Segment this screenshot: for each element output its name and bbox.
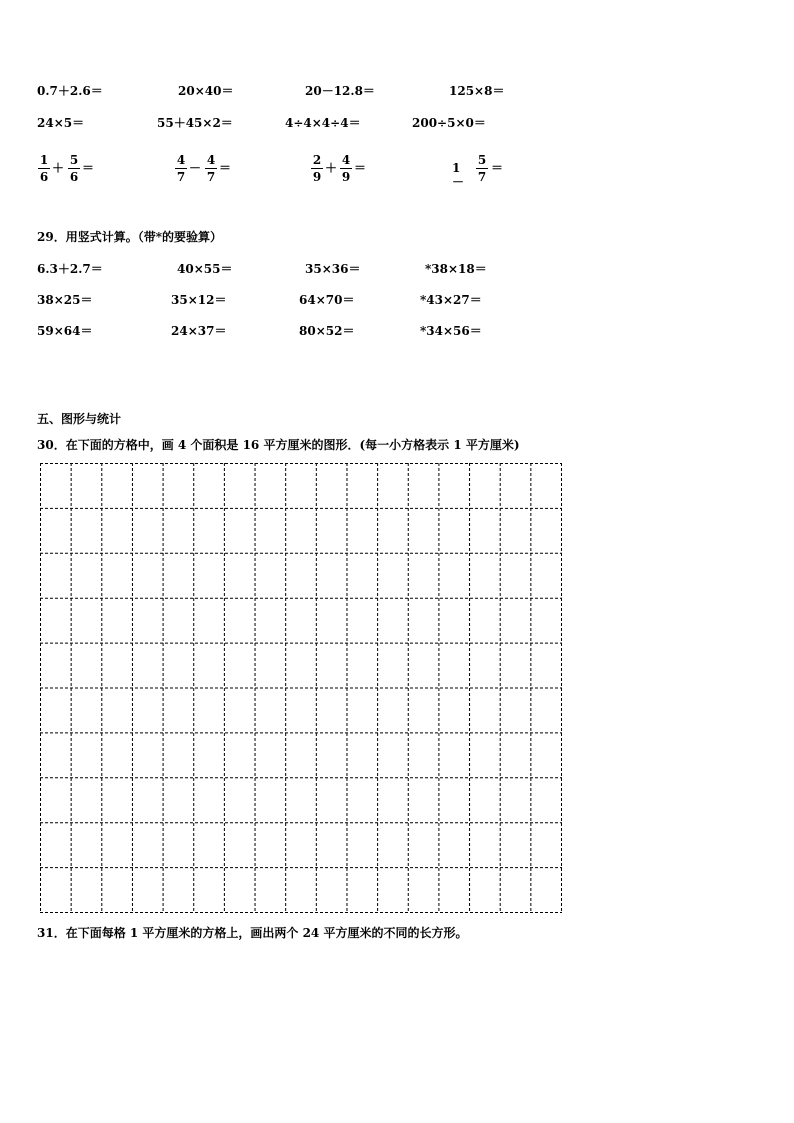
equals: ＝	[82, 161, 95, 175]
oral-r2-c3: 4÷4×4÷4＝	[285, 116, 361, 130]
oral-r2-c2: 55＋45×2＝	[157, 116, 233, 130]
numerator: 4	[206, 153, 216, 167]
oral-r1-c2: 20×40＝	[178, 84, 234, 98]
operator: ＋	[52, 161, 65, 175]
q29-r1-c4: *38×18＝	[425, 262, 487, 276]
fraction-a	[311, 153, 323, 184]
numerator: 5	[69, 153, 79, 167]
q29-r2-c2: 35×12＝	[171, 293, 227, 307]
q29-r3-c2: 24×37＝	[171, 324, 227, 338]
oral-r1-c4: 125×8＝	[449, 84, 505, 98]
numerator: 1	[39, 153, 49, 167]
numerator: 4	[341, 153, 351, 167]
equals: ＝	[491, 161, 504, 175]
denominator: 6	[69, 170, 79, 184]
q31-title: 31．在下面每格 1 平方厘米的方格上，画出两个 24 平方厘米的不同的长方形。	[37, 926, 468, 940]
oral-r2-c1: 24×5＝	[37, 116, 85, 130]
operator: ＋	[325, 161, 338, 175]
fraction-b	[205, 153, 217, 184]
fraction-b	[476, 153, 488, 184]
equals: ＝	[219, 161, 232, 175]
q29-r2-c4: *43×27＝	[420, 293, 482, 307]
q29-r3-c4: *34×56＝	[420, 324, 482, 338]
denominator: 7	[477, 170, 487, 184]
q29-r3-c3: 80×52＝	[299, 324, 355, 338]
q29-title: 29．用竖式计算。（带*的要验算）	[37, 230, 222, 244]
q30-title: 30．在下面的方格中，画 4 个面积是 16 平方厘米的图形．(每一小方格表示 1 平方厘米)	[37, 438, 520, 452]
numerator: 5	[477, 153, 487, 167]
q29-r2-c1: 38×25＝	[37, 293, 93, 307]
q29-r2-c3: 64×70＝	[299, 293, 355, 307]
fraction-b	[340, 153, 352, 184]
q29-r1-c1: 6.3＋2.7＝	[37, 262, 103, 276]
operator: －	[189, 161, 202, 175]
q29-r1-c3: 35×36＝	[305, 262, 361, 276]
q29-r1-c2: 40×55＝	[177, 262, 233, 276]
numerator: 2	[312, 153, 322, 167]
fraction-a	[175, 153, 187, 184]
numerator: 4	[176, 153, 186, 167]
lead-term: 1－	[452, 161, 465, 189]
equals: ＝	[354, 161, 367, 175]
denominator: 9	[312, 170, 322, 184]
oral-r1-c3: 20－12.8＝	[305, 84, 375, 98]
denominator: 7	[206, 170, 216, 184]
section-title: 五、图形与统计	[37, 412, 122, 426]
denominator: 9	[341, 170, 351, 184]
square-grid	[40, 463, 562, 913]
oral-r1-c1: 0.7＋2.6＝	[37, 84, 103, 98]
fraction-b	[68, 153, 80, 184]
denominator: 7	[176, 170, 186, 184]
denominator: 6	[39, 170, 49, 184]
oral-r2-c4: 200÷5×0＝	[412, 116, 486, 130]
fraction-a	[38, 153, 50, 184]
q29-r3-c1: 59×64＝	[37, 324, 93, 338]
